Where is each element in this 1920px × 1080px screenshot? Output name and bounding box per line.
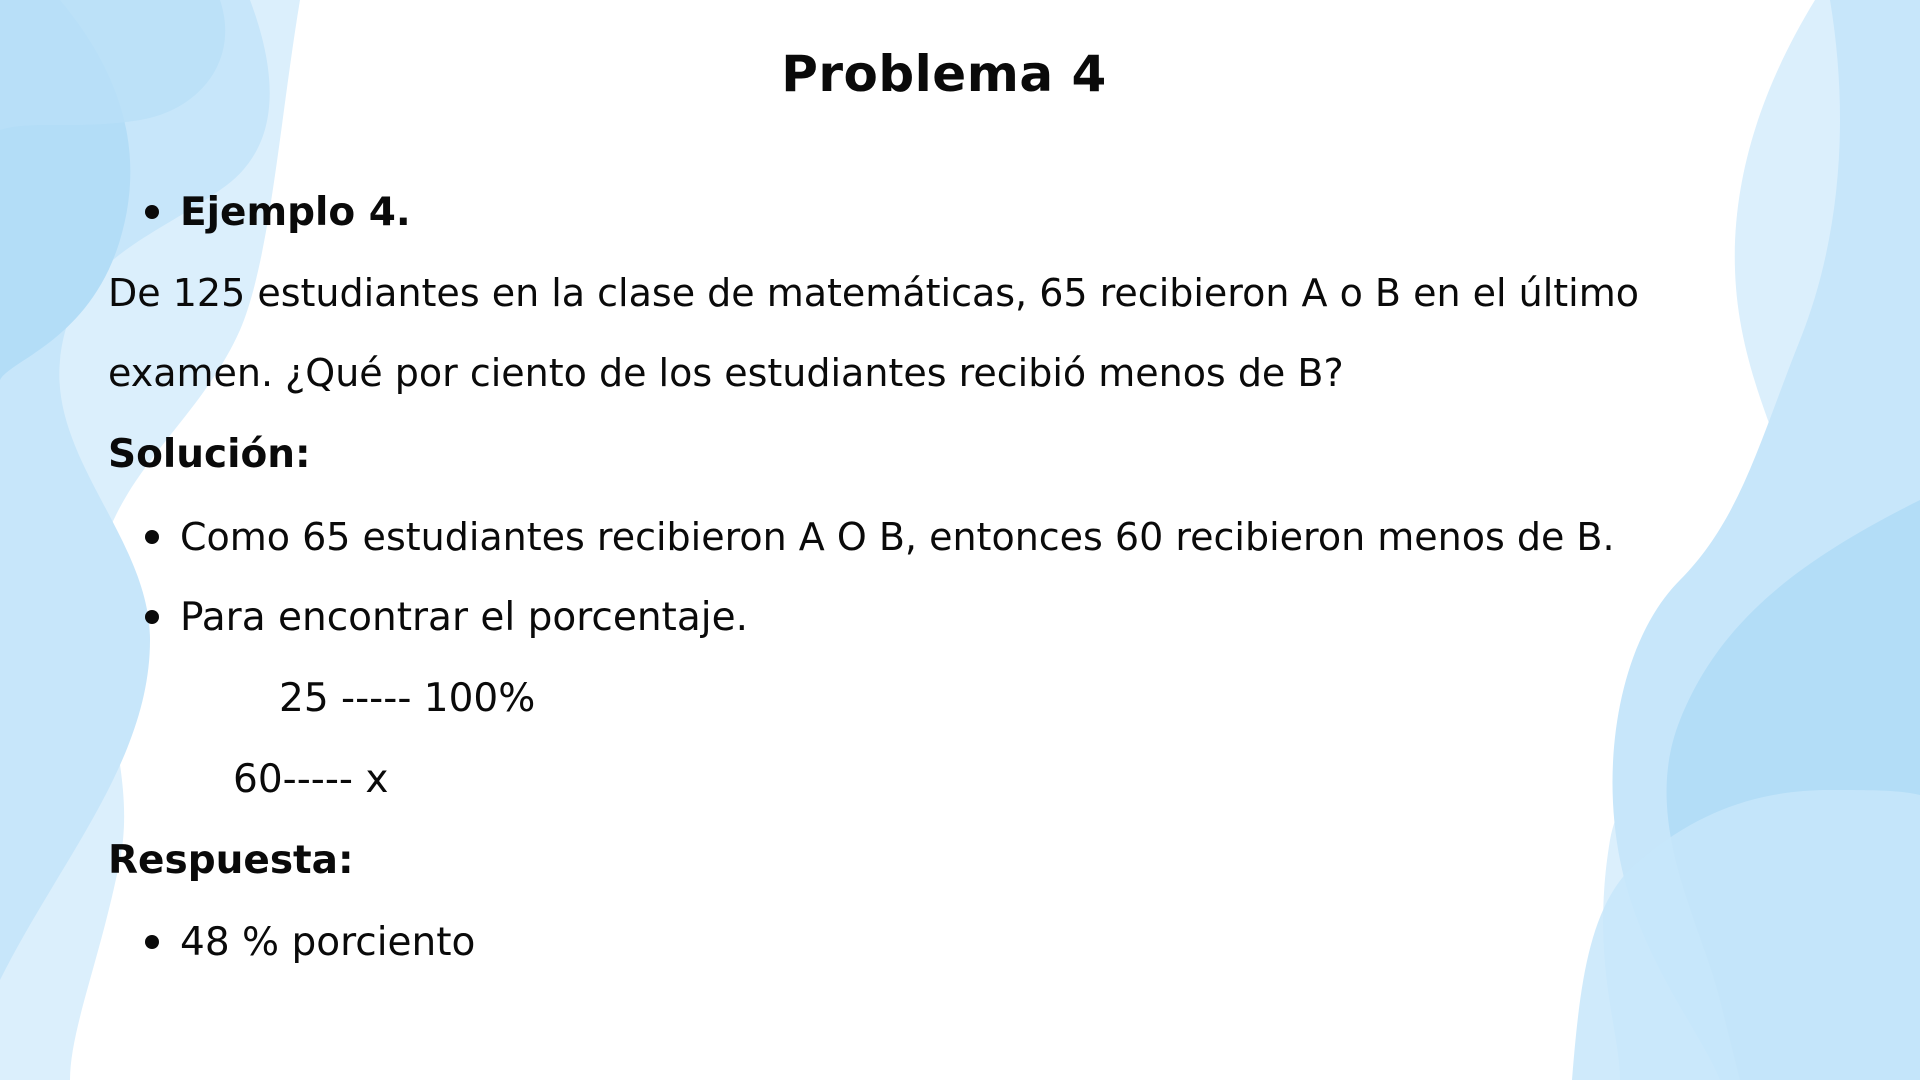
- bullet-dot: [145, 610, 159, 624]
- bullet-dot: [145, 205, 159, 219]
- problem-text-line-2: examen. ¿Qué por ciento de los estudiantes recibió menos de B?: [108, 351, 1344, 395]
- slide-title: Problema 4: [781, 45, 1107, 103]
- solution-bullet-1: Como 65 estudiantes recibieron A O B, entonces 60 recibieron menos de B.: [180, 515, 1615, 559]
- answer-bullet: 48 % porciento: [180, 920, 476, 965]
- solution-heading: Solución:: [108, 432, 311, 477]
- answer-heading: Respuesta:: [108, 838, 354, 883]
- example-heading: Ejemplo 4.: [180, 190, 411, 235]
- bullet-dot: [145, 530, 159, 544]
- proportion-line-2: 60----- x: [233, 757, 389, 802]
- problem-text-line-1: De 125 estudiantes en la clase de matemáticas, 65 recibieron A o B en el último: [108, 271, 1639, 315]
- solution-bullet-2: Para encontrar el porcentaje.: [180, 595, 748, 640]
- proportion-line-1: 25 ----- 100%: [279, 676, 536, 721]
- bullet-dot: [145, 935, 159, 949]
